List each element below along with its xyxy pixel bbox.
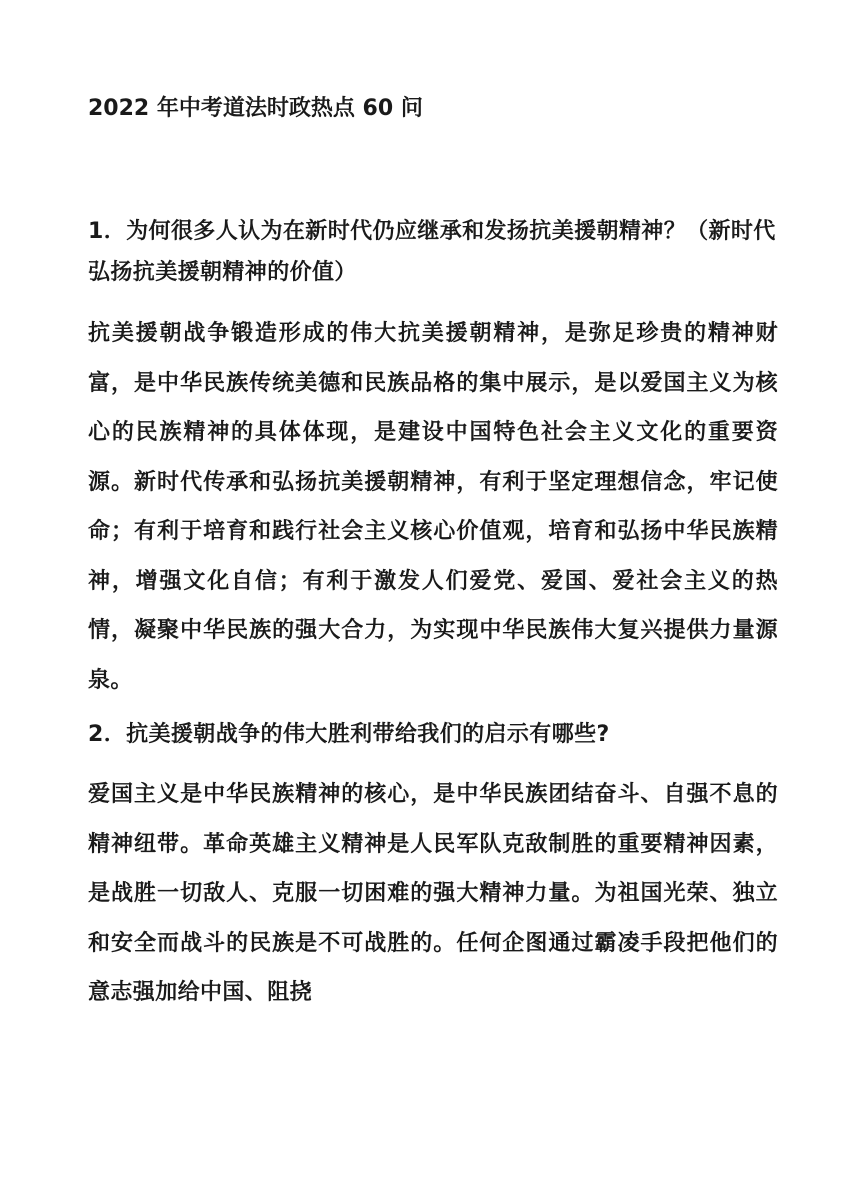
- answer-2: 爱国主义是中华民族精神的核心，是中华民族团结奋斗、自强不息的精神纽带。革命英雄主义精神是人民军队克敌制胜的重要精神因素，是战胜一切敌人、克服一切困难的强大精神力量。为祖国光荣、独立和安全而战斗的民族是不可战胜的。任何企图通过霸凌手段把他们的意志强加给中国、阻挠: [88, 782, 778, 1005]
- answer-1: 抗美援朝战争锻造形成的伟大抗美援朝精神，是弥足珍贵的精神财富，是中华民族传统美德和民族品格的集中展示，是以爱国主义为核心的民族精神的具体体现，是建设中国特色社会主义文化的重要资源。新时代传承和弘扬抗美援朝精神，有利于坚定理想信念，牢记使命；有利于培育和践行社会主义核心价值观，培育和弘扬中华民族精神，增强文化自信；有利于激发人们爱党、爱国、爱社会主义的热情，凝聚中华民族的强大合力，为实现中华民族伟大复兴提供力量源泉。: [88, 321, 778, 693]
- question-2: 2．抗美援朝战争的伟大胜利带给我们的启示有哪些?: [88, 722, 610, 747]
- question-1: 1．为何很多人认为在新时代仍应继承和发扬抗美援朝精神？（新时代弘扬抗美援朝精神的价值）: [88, 219, 776, 285]
- document-title: 2022 年中考道法时政热点 60 问: [88, 96, 423, 121]
- document-body: [88, 211, 778, 1018]
